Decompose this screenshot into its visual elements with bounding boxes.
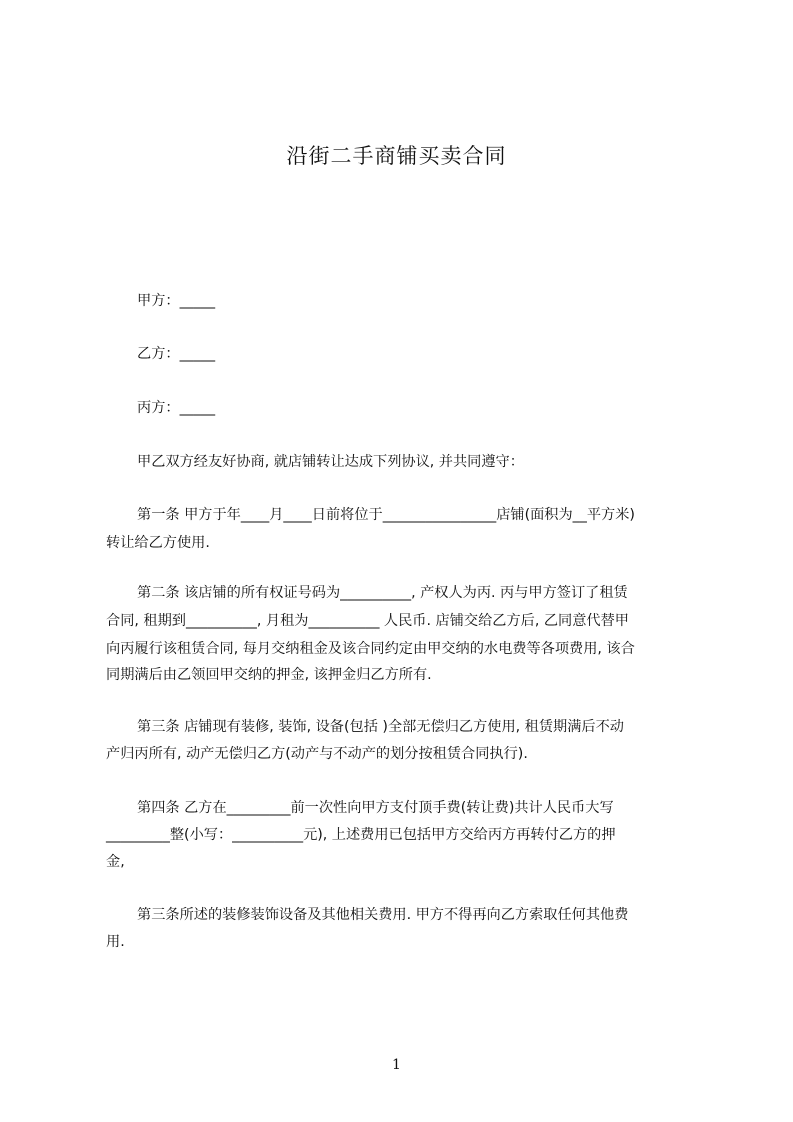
article1-line2: 转让给乙方使用.	[106, 535, 210, 551]
article2-line2: 合同, 租期到__________, 月租为__________ 人民币. 店铺交给乙方后, 乙同意代替甲	[106, 613, 629, 629]
page-number: 1	[392, 1057, 401, 1073]
article4-line1: 第四条 乙方在_________前一次性向甲方支付顶手费(转让费)共计人民币大写	[137, 800, 614, 816]
article2-line1: 第二条 该店铺的所有权证号码为__________, 产权人为丙. 丙与甲方签订了租赁	[137, 585, 628, 601]
article3-line2: 产归丙所有, 动产无偿归乙方(动产与不动产的划分按租赁合同执行).	[106, 746, 528, 762]
article2-line3: 向丙履行该租赁合同, 每月交纳租金及该合同约定由甲交纳的水电费等各项费用, 该合	[106, 641, 635, 657]
article4-line2: _________整(小写：__________元), 上述费用已包括甲方交给丙方再转付乙方的押	[106, 827, 616, 843]
article5-line2: 用.	[106, 934, 125, 950]
article1-line1: 第一条 甲方于年____月____日前将位于________________店铺(面积为__平方米)	[137, 507, 635, 523]
document-title: 沿街二手商铺买卖合同	[286, 144, 507, 168]
party-a-line: 甲方：_____	[137, 293, 216, 309]
party-b-line: 乙方：_____	[137, 346, 216, 362]
intro-paragraph: 甲乙双方经友好协商, 就店铺转让达成下列协议, 并共同遵守：	[137, 454, 524, 470]
article5-line1: 第三条所述的装修装饰设备及其他相关费用. 甲方不得再向乙方索取任何其他费	[137, 907, 629, 923]
party-c-line: 丙方：_____	[137, 400, 216, 416]
article2-line4: 同期满后由乙领回甲交纳的押金, 该押金归乙方所有.	[106, 667, 432, 683]
article4-line3: 金,	[106, 854, 125, 870]
article3-line1: 第三条 店铺现有装修, 装饰, 设备(包括 )全部无偿归乙方使用, 租赁期满后不动	[137, 719, 624, 735]
